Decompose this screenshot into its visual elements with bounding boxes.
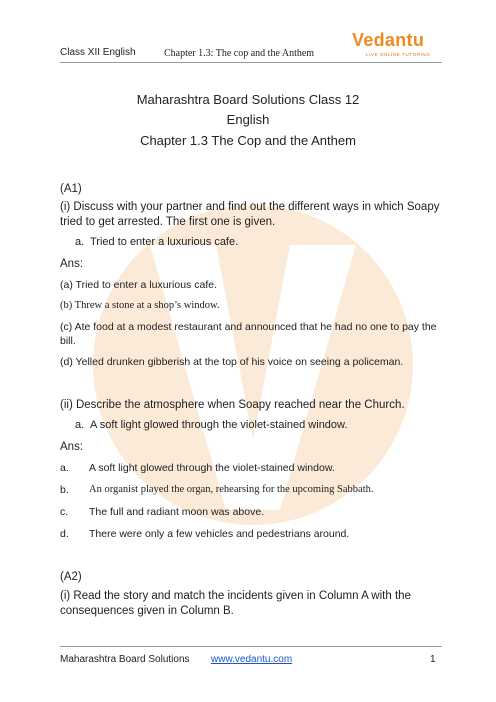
- title-subject: English: [226, 112, 270, 127]
- footer-page-number: 1: [430, 654, 436, 665]
- vedantu-logo: [352, 30, 444, 62]
- q2-example-marker: a.: [75, 419, 85, 431]
- footer-rule: [60, 646, 442, 647]
- q2-item-text: There were only a few vehicles and pedestrians around.: [89, 528, 350, 540]
- a2-question: (i) Read the story and match the incidents given in Column A with the consequences given in Column B.: [60, 590, 411, 617]
- header-class-label: Class XII English: [60, 47, 136, 58]
- q2-question: (ii) Describe the atmosphere when Soapy reached near the Church.: [60, 399, 405, 411]
- footer-left-label: Maharashtra Board Solutions: [60, 654, 190, 665]
- a1-example-marker: a.: [75, 236, 85, 248]
- header-chapter-label: Chapter 1.3: The cop and the Anthem: [164, 48, 315, 59]
- q2-ans-label: Ans:: [60, 441, 84, 453]
- title-chapter: Chapter 1.3 The Cop and the Anthem: [140, 133, 356, 148]
- a1-answer-a: (a) Tried to enter a luxurious cafe.: [60, 279, 217, 291]
- q2-item-marker: b.: [60, 484, 69, 496]
- a2-heading: (A2): [60, 571, 82, 583]
- a1-ans-label: Ans:: [60, 258, 84, 270]
- header-rule: [60, 62, 442, 63]
- logo-wordmark: Vedantu: [352, 30, 425, 50]
- logo-tagline: LIVE ONLINE TUTORING: [366, 52, 431, 57]
- q2-item-text: A soft light glowed through the violet-stained window.: [89, 462, 335, 474]
- q2-item-marker: d.: [60, 528, 69, 540]
- a1-example: Tried to enter a luxurious cafe.: [90, 236, 239, 248]
- title-board: Maharashtra Board Solutions Class 12: [136, 92, 360, 107]
- q2-item-marker: c.: [60, 506, 69, 518]
- a1-answer-b: (b) Threw a stone at a shop’s window.: [60, 300, 220, 311]
- a1-answer-c: (c) Ate food at a modest restaurant and announced that he had no one to pay the bill.: [60, 321, 437, 347]
- a1-question: (i) Discuss with your partner and find out the different ways in which Soapy tried to get arrested. The first one is given.: [60, 201, 440, 228]
- a1-answer-d: (d) Yelled drunken gibberish at the top of his voice on seeing a policeman.: [60, 356, 404, 368]
- q2-example: A soft light glowed through the violet-stained window.: [90, 419, 348, 431]
- footer-website-link[interactable]: www.vedantu.com: [211, 654, 293, 665]
- q2-item-text: The full and radiant moon was above.: [89, 506, 265, 518]
- a1-heading: (A1): [60, 183, 82, 195]
- q2-item-marker: a.: [60, 462, 69, 474]
- q2-item-text: An organist played the organ, rehearsing for the upcoming Sabbath.: [89, 484, 374, 495]
